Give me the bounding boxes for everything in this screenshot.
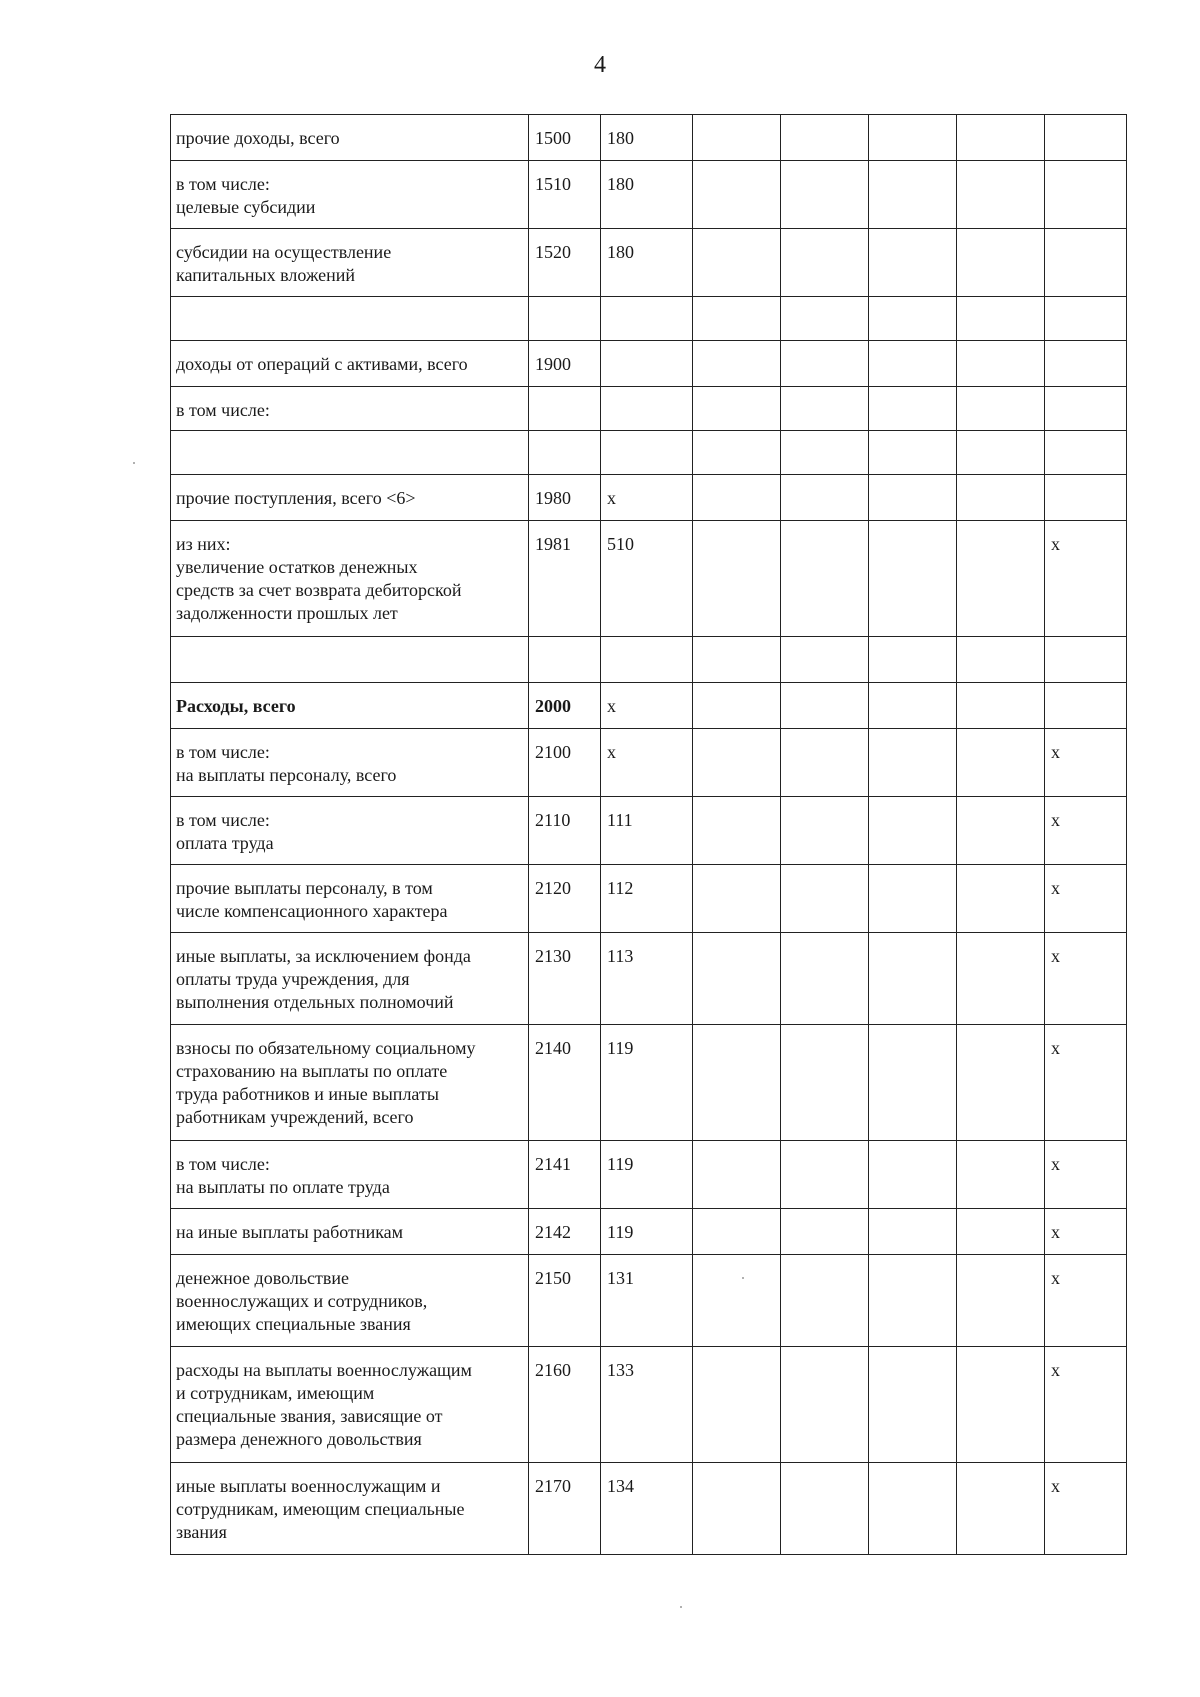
row-value-cell [869,683,957,729]
row-value-cell [869,475,957,521]
row-last-cell: x [1045,729,1127,797]
row-value-cell [693,1025,781,1141]
row-value-cell [869,637,957,683]
row-value-cell [693,431,781,475]
row-name-cell: иные выплаты, за исключением фонда оплаты труда учреждения, для выполнения отдельных полномочий [171,933,529,1025]
row-value-cell [869,1141,957,1209]
row-value-cell [781,521,869,637]
table-row [171,1025,1127,1141]
row-value-cell [957,637,1045,683]
row-value-cell [693,229,781,297]
row-value-cell [781,475,869,521]
row-value-cell [957,475,1045,521]
row-value-cell [869,933,957,1025]
row-value-cell [781,1025,869,1141]
table-row [171,933,1127,1025]
row-code-cell: 1500 [529,115,601,161]
table-row [171,797,1127,865]
row-kbk-cell: x [601,683,693,729]
row-value-cell [957,161,1045,229]
row-code-cell [529,387,601,431]
row-value-cell [693,683,781,729]
row-value-cell [693,637,781,683]
row-code-cell: 2110 [529,797,601,865]
row-value-cell [781,1347,869,1463]
row-value-cell [693,1463,781,1555]
row-value-cell [781,729,869,797]
row-kbk-cell [601,341,693,387]
budget-table [170,114,1127,1555]
row-value-cell [957,1141,1045,1209]
row-name-cell: Расходы, всего [171,683,529,729]
row-value-cell [781,297,869,341]
row-value-cell [869,387,957,431]
row-value-cell [957,115,1045,161]
row-code-cell: 2141 [529,1141,601,1209]
row-kbk-cell: 180 [601,115,693,161]
table-row [171,115,1127,161]
row-value-cell [957,1025,1045,1141]
row-value-cell [869,521,957,637]
row-value-cell [957,297,1045,341]
table-row [171,865,1127,933]
row-code-cell: 2140 [529,1025,601,1141]
table-row [171,1347,1127,1463]
row-value-cell [869,1025,957,1141]
row-value-cell [781,229,869,297]
row-value-cell [957,865,1045,933]
table-row [171,431,1127,475]
row-kbk-cell: 131 [601,1255,693,1347]
row-code-cell: 1981 [529,521,601,637]
row-name-cell: прочие доходы, всего [171,115,529,161]
row-kbk-cell: 119 [601,1141,693,1209]
row-kbk-cell [601,431,693,475]
row-value-cell [693,1255,781,1347]
row-name-cell: на иные выплаты работникам [171,1209,529,1255]
row-kbk-cell: 180 [601,161,693,229]
row-code-cell [529,297,601,341]
row-value-cell [781,1209,869,1255]
row-value-cell [693,797,781,865]
table-row [171,683,1127,729]
row-code-cell [529,431,601,475]
table-row [171,1255,1127,1347]
row-value-cell [781,387,869,431]
row-value-cell [957,431,1045,475]
row-last-cell [1045,229,1127,297]
row-name-cell: в том числе: целевые субсидии [171,161,529,229]
row-value-cell [957,797,1045,865]
row-value-cell [781,933,869,1025]
row-value-cell [781,1463,869,1555]
row-name-cell [171,297,529,341]
row-code-cell: 2150 [529,1255,601,1347]
row-name-cell [171,431,529,475]
row-last-cell [1045,683,1127,729]
row-value-cell [869,431,957,475]
row-last-cell [1045,297,1127,341]
row-value-cell [957,1463,1045,1555]
row-name-cell: денежное довольствие военнослужащих и сотрудников, имеющих специальные звания [171,1255,529,1347]
row-name-cell: доходы от операций с активами, всего [171,341,529,387]
row-code-cell: 2142 [529,1209,601,1255]
row-value-cell [693,1141,781,1209]
row-value-cell [869,161,957,229]
table-row [171,729,1127,797]
row-value-cell [781,1255,869,1347]
row-value-cell [693,341,781,387]
scan-speck [133,462,135,464]
row-last-cell: x [1045,1025,1127,1141]
row-code-cell: 2170 [529,1463,601,1555]
row-kbk-cell [601,297,693,341]
row-code-cell: 2130 [529,933,601,1025]
row-name-cell: в том числе: [171,387,529,431]
row-code-cell: 1900 [529,341,601,387]
row-kbk-cell [601,637,693,683]
row-value-cell [869,797,957,865]
row-value-cell [693,297,781,341]
scan-speck [680,1606,682,1608]
row-name-cell: прочие поступления, всего <6> [171,475,529,521]
row-name-cell: в том числе: оплата труда [171,797,529,865]
row-code-cell: 2000 [529,683,601,729]
row-value-cell [693,115,781,161]
row-value-cell [957,387,1045,431]
row-kbk-cell: 119 [601,1209,693,1255]
row-value-cell [869,297,957,341]
row-last-cell: x [1045,797,1127,865]
row-last-cell [1045,475,1127,521]
row-kbk-cell: 111 [601,797,693,865]
row-value-cell [781,431,869,475]
row-code-cell: 2100 [529,729,601,797]
row-code-cell [529,637,601,683]
table-row [171,637,1127,683]
table-row [171,387,1127,431]
row-value-cell [693,933,781,1025]
row-last-cell [1045,161,1127,229]
row-last-cell [1045,431,1127,475]
row-value-cell [869,1347,957,1463]
row-last-cell [1045,387,1127,431]
table-row [171,1463,1127,1555]
row-value-cell [693,729,781,797]
row-value-cell [781,341,869,387]
row-kbk-cell: 119 [601,1025,693,1141]
row-last-cell [1045,115,1127,161]
table-body [171,115,1127,1555]
row-value-cell [869,1463,957,1555]
table-row [171,161,1127,229]
row-code-cell: 2120 [529,865,601,933]
row-value-cell [957,341,1045,387]
row-name-cell: из них: увеличение остатков денежных средств за счет возврата дебиторской задолженности прошлых лет [171,521,529,637]
row-last-cell: x [1045,933,1127,1025]
table-row [171,341,1127,387]
row-name-cell [171,637,529,683]
row-value-cell [957,933,1045,1025]
row-value-cell [693,521,781,637]
row-last-cell: x [1045,1209,1127,1255]
row-value-cell [957,1255,1045,1347]
row-last-cell [1045,341,1127,387]
row-kbk-cell: x [601,729,693,797]
row-last-cell: x [1045,1255,1127,1347]
row-kbk-cell: 113 [601,933,693,1025]
row-code-cell: 1980 [529,475,601,521]
row-value-cell [869,341,957,387]
row-last-cell: x [1045,1141,1127,1209]
row-kbk-cell: 112 [601,865,693,933]
row-value-cell [781,683,869,729]
row-value-cell [781,115,869,161]
row-value-cell [693,1209,781,1255]
row-name-cell: расходы на выплаты военнослужащим и сотрудникам, имеющим специальные звания, зависящие от размера денежного довольствия [171,1347,529,1463]
row-value-cell [781,1141,869,1209]
row-value-cell [693,865,781,933]
row-last-cell: x [1045,521,1127,637]
row-value-cell [781,865,869,933]
row-value-cell [957,521,1045,637]
row-value-cell [869,115,957,161]
table-row [171,229,1127,297]
row-kbk-cell: 133 [601,1347,693,1463]
row-value-cell [869,1209,957,1255]
row-name-cell: иные выплаты военнослужащим и сотрудникам, имеющим специальные звания [171,1463,529,1555]
row-name-cell: субсидии на осуществление капитальных вложений [171,229,529,297]
row-code-cell: 2160 [529,1347,601,1463]
row-name-cell: взносы по обязательному социальному страхованию на выплаты по оплате труда работников и иные выплаты работникам учреждений, всего [171,1025,529,1141]
row-last-cell: x [1045,1347,1127,1463]
row-kbk-cell: 510 [601,521,693,637]
row-value-cell [957,683,1045,729]
row-value-cell [693,387,781,431]
scan-speck [742,1277,744,1279]
row-value-cell [693,161,781,229]
row-value-cell [869,729,957,797]
row-kbk-cell: x [601,475,693,521]
row-value-cell [781,637,869,683]
row-last-cell: x [1045,865,1127,933]
row-value-cell [781,797,869,865]
row-code-cell: 1510 [529,161,601,229]
table-row [171,1141,1127,1209]
page-number: 4 [594,52,606,78]
row-value-cell [957,1347,1045,1463]
table-row [171,1209,1127,1255]
row-last-cell [1045,637,1127,683]
row-last-cell: x [1045,1463,1127,1555]
row-value-cell [869,865,957,933]
row-value-cell [957,229,1045,297]
row-value-cell [957,729,1045,797]
row-name-cell: прочие выплаты персоналу, в том числе компенсационного характера [171,865,529,933]
row-code-cell: 1520 [529,229,601,297]
row-kbk-cell: 134 [601,1463,693,1555]
row-name-cell: в том числе: на выплаты персоналу, всего [171,729,529,797]
row-value-cell [869,229,957,297]
table-row [171,297,1127,341]
table-row [171,521,1127,637]
row-value-cell [693,475,781,521]
row-value-cell [957,1209,1045,1255]
table-row [171,475,1127,521]
row-value-cell [781,161,869,229]
row-name-cell: в том числе: на выплаты по оплате труда [171,1141,529,1209]
row-kbk-cell [601,387,693,431]
row-value-cell [869,1255,957,1347]
row-kbk-cell: 180 [601,229,693,297]
row-value-cell [693,1347,781,1463]
